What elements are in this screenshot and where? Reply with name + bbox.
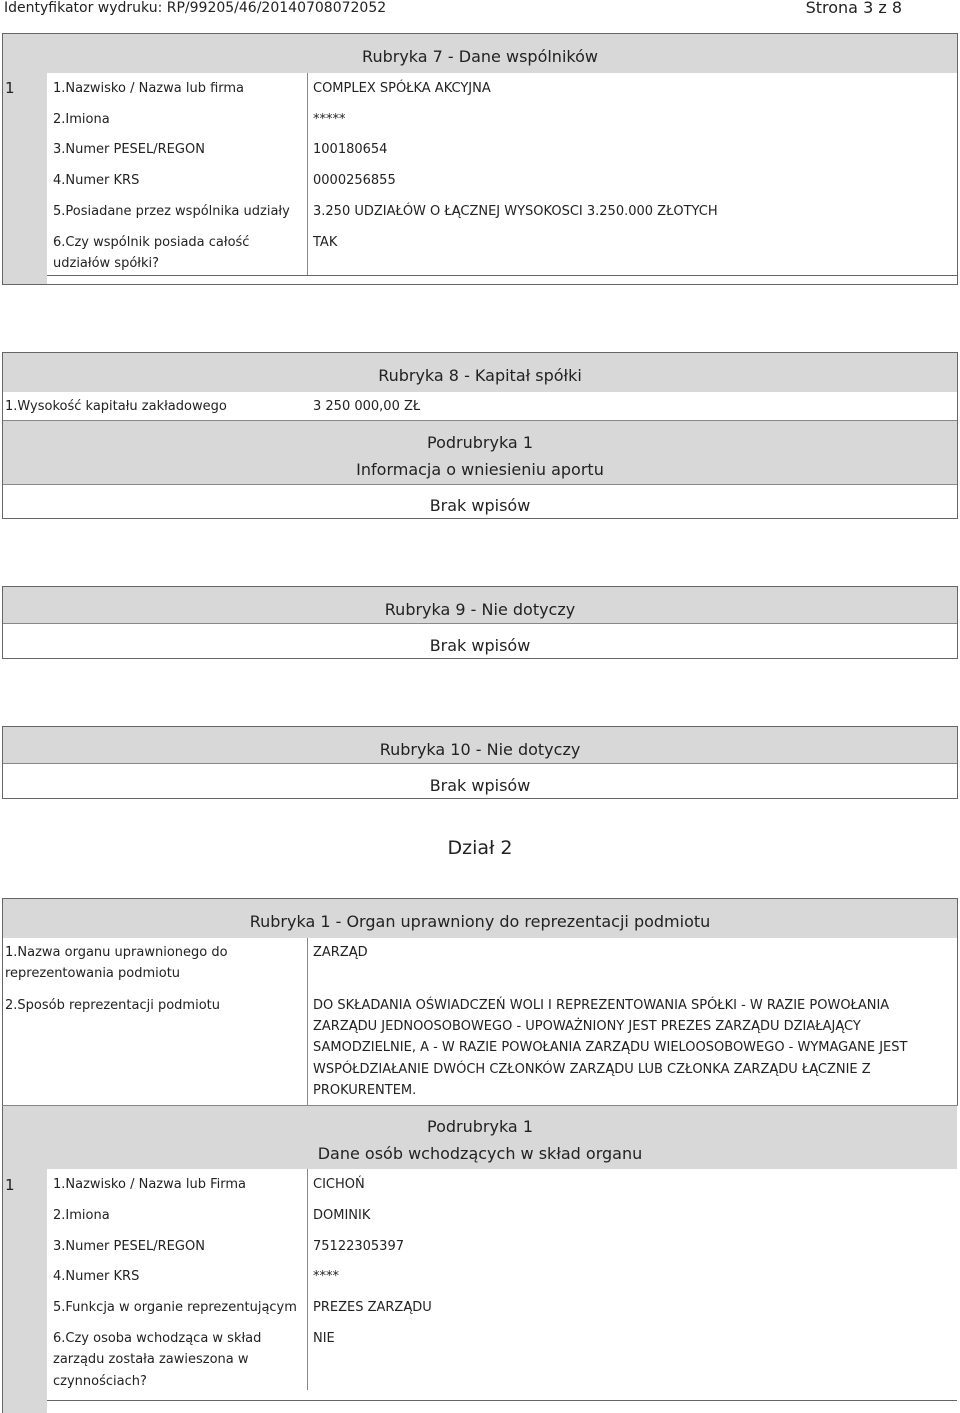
page-number: Strona 3 z 8: [805, 0, 902, 17]
podrubryka-title: Podrubryka 1: [427, 1117, 533, 1136]
field-value: TAK: [313, 235, 338, 250]
representation-line: ZARZĄDU JEDNOOSOBOWEGO - UPOWAŻNIONY JEST PREZES ZARZĄDU DZIAŁAJĄCY: [313, 1019, 861, 1034]
field-label: reprezentowania podmiotu: [5, 966, 181, 981]
rubryka-10-title: Rubryka 10 - Nie dotyczy: [379, 740, 581, 759]
representation-line: PROKURENTEM.: [313, 1083, 417, 1098]
field-label: 5.Funkcja w organie reprezentującym: [53, 1300, 297, 1315]
person-index: 1: [5, 1176, 15, 1194]
field-value: PREZES ZARZĄDU: [313, 1300, 432, 1315]
field-value: 3.250 UDZIAŁÓW O ŁĄCZNEJ WYSOKOSCI 3.250.000 ZŁOTYCH: [313, 204, 718, 219]
field-label: 1.Wysokość kapitału zakładowego: [5, 399, 227, 414]
person-index-column: [3, 1169, 47, 1413]
empty-entries: Brak wpisów: [429, 496, 531, 515]
representation-line: SAMODZIELNIE, A - W RAZIE POWOŁANIA ZARZĄDU WIELOOSOBOWEGO - WYMAGANE JEST: [313, 1040, 908, 1055]
field-label: 2.Sposób reprezentacji podmiotu: [5, 998, 220, 1013]
field-label: 4.Numer KRS: [53, 1269, 140, 1284]
podrubryka-subtitle: Informacja o wniesieniu aportu: [356, 460, 604, 479]
podrubryka-subtitle: Dane osób wchodzących w skład organu: [317, 1144, 643, 1163]
representation-line: WSPÓŁDZIAŁANIE DWÓCH CZŁONKÓW ZARZĄDU LUB CZŁONKA ZARZĄDU ŁĄCZNIE Z: [313, 1062, 871, 1077]
field-value: 0000256855: [313, 173, 396, 188]
empty-entries: Brak wpisów: [429, 776, 531, 795]
rubryka-8-title: Rubryka 8 - Kapitał spółki: [378, 366, 582, 385]
rubryka-7-index-column: [3, 73, 47, 284]
rubryka-7-index: 1: [5, 79, 15, 97]
field-label: 1.Nazwa organu uprawnionego do: [5, 945, 228, 960]
field-label: 4.Numer KRS: [53, 173, 140, 188]
field-label: 2.Imiona: [53, 1208, 110, 1223]
field-value: 100180654: [313, 142, 388, 157]
field-label: czynnościach?: [53, 1374, 147, 1389]
field-label: 2.Imiona: [53, 112, 110, 127]
field-label: 3.Numer PESEL/REGON: [53, 1239, 205, 1254]
field-label: 5.Posiadane przez wspólnika udziały: [53, 204, 290, 219]
field-label: udziałów spółki?: [53, 256, 160, 271]
field-value: DOMINIK: [313, 1208, 371, 1223]
field-value: ****: [313, 1269, 339, 1284]
field-value: COMPLEX SPÓŁKA AKCYJNA: [313, 81, 491, 96]
representation-line: DO SKŁADANIA OŚWIADCZEŃ WOLI I REPREZENTOWANIA SPÓŁKI - W RAZIE POWOŁANIA: [313, 998, 890, 1013]
field-value: *****: [313, 112, 346, 127]
field-value: 75122305397: [313, 1239, 404, 1254]
podrubryka-title: Podrubryka 1: [427, 433, 533, 452]
d2r1-title: Rubryka 1 - Organ uprawniony do reprezentacji podmiotu: [249, 912, 711, 931]
field-value: CICHOŃ: [313, 1177, 365, 1192]
rubryka-9-title: Rubryka 9 - Nie dotyczy: [384, 600, 576, 619]
field-value: ZARZĄD: [313, 945, 368, 960]
rubryka-7-title: Rubryka 7 - Dane wspólników: [362, 47, 598, 66]
empty-entries: Brak wpisów: [429, 636, 531, 655]
print-identifier: Identyfikator wydruku: RP/99205/46/20140708072052: [4, 0, 387, 16]
field-label: 1.Nazwisko / Nazwa lub Firma: [53, 1177, 246, 1192]
dzial-title: Dział 2: [447, 837, 513, 859]
field-label: 6.Czy wspólnik posiada całość: [53, 235, 250, 250]
field-value: NIE: [313, 1331, 335, 1346]
field-label: zarządu została zawieszona w: [53, 1352, 249, 1367]
field-label: 6.Czy osoba wchodząca w skład: [53, 1331, 262, 1346]
field-value: 3 250 000,00 ZŁ: [313, 399, 421, 414]
field-label: 3.Numer PESEL/REGON: [53, 142, 205, 157]
field-label: 1.Nazwisko / Nazwa lub firma: [53, 81, 245, 96]
